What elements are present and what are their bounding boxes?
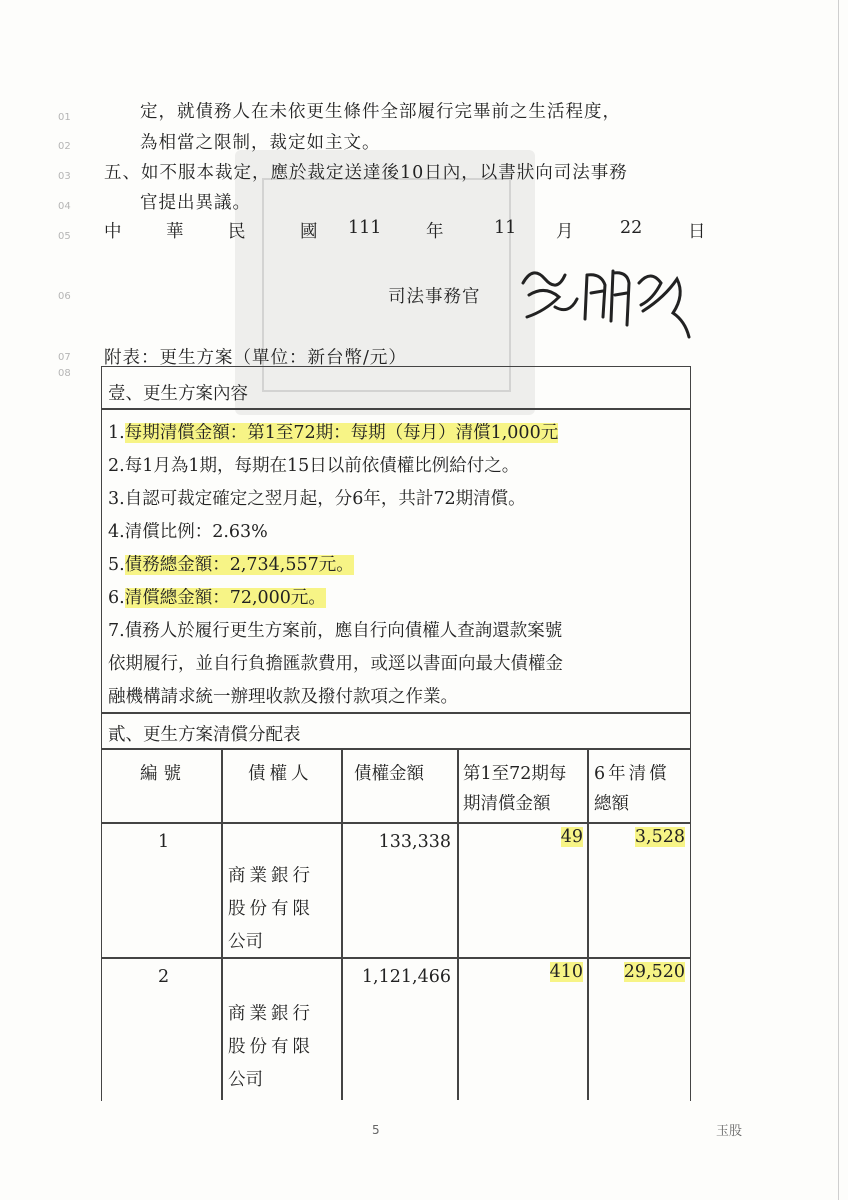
date-year: 111: [348, 218, 382, 238]
header-per-period: 第1至72期每: [463, 764, 567, 784]
claim-amount: 1,121,466: [361, 967, 451, 987]
line-number: 05: [58, 231, 71, 242]
per-period-amount: 410: [549, 962, 583, 982]
plan-item-7-line: 7.債務人於履行更生方案前，應自行向債權人查詢還款案號: [108, 621, 563, 641]
page-number: 5: [372, 1123, 380, 1137]
plan-item-1-number: 1.: [108, 423, 125, 443]
section2-title: 貳、更生方案清償分配表: [108, 725, 301, 745]
footer-mark: 玉股: [716, 1124, 743, 1139]
column-divider: [221, 748, 223, 1100]
paragraph-line: 五、如不服本裁定，應於裁定送達後10日內，以書狀向司法事務: [104, 163, 628, 183]
plan-item-2: 2.每1月為1期，每期在15日以前依債權比例給付之。: [108, 456, 520, 476]
plan-item-5-number: 5.: [108, 555, 125, 575]
total-amount: 3,528: [634, 827, 685, 847]
appendix-title: 附表：更生方案（單位：新台幣/元）: [104, 348, 407, 368]
line-number: 03: [58, 171, 71, 182]
date-char: 華: [166, 222, 184, 242]
line-number: 01: [58, 112, 71, 123]
date-month: 11: [494, 218, 517, 238]
header-number: 編號: [140, 764, 187, 784]
plan-item-6-text: 清償總金額：72,000元。: [124, 588, 326, 608]
creditor-name-line: 股份有限: [228, 899, 314, 919]
per-period-amount: 49: [560, 827, 583, 847]
header-creditor: 債權人: [248, 764, 313, 784]
date-year-label: 年: [426, 222, 444, 242]
line-number: 04: [58, 201, 71, 212]
plan-item-6: [108, 584, 326, 609]
row-divider: [101, 408, 691, 410]
date-char: 國: [300, 222, 318, 242]
plan-item-7-line: 融機構請求統一辦理收款及撥付款項之作業。: [108, 687, 458, 707]
column-divider: [587, 748, 589, 1100]
row-divider: [101, 712, 691, 714]
plan-item-5-text: 債務總金額：2,734,557元。: [124, 555, 354, 575]
row-divider: [101, 822, 691, 824]
plan-item-7-line: 依期履行，並自行負擔匯款費用，或逕以書面向最大債權金: [108, 654, 563, 674]
signer-title: 司法事務官: [388, 287, 481, 307]
line-number: 08: [58, 368, 71, 379]
paragraph-line: 定，就債務人在未依更生條件全部履行完畢前之生活程度，: [140, 102, 621, 122]
line-number: 06: [58, 291, 71, 302]
creditor-name-line: 商業銀行: [228, 866, 314, 886]
row-number: 2: [158, 967, 170, 987]
plan-item-5: [108, 551, 354, 576]
row-divider: [101, 957, 691, 959]
date-char: 中: [104, 222, 122, 242]
column-divider: [457, 748, 459, 1100]
date-day: 22: [620, 218, 643, 238]
total-amount: 29,520: [623, 962, 685, 982]
row-number: 1: [158, 832, 170, 852]
plan-item-3: 3.自認可裁定確定之翌月起，分6年，共計72期清償。: [108, 489, 526, 509]
creditor-name-line: 商業銀行: [228, 1004, 314, 1024]
page-edge: [838, 0, 839, 1200]
creditor-name-line: 股份有限: [228, 1037, 314, 1057]
paragraph-line: 為相當之限制，裁定如主文。: [140, 133, 381, 153]
column-divider: [341, 748, 343, 1100]
creditor-name-line: 公司: [228, 1070, 263, 1090]
date-month-label: 月: [556, 222, 574, 242]
section1-title: 壹、更生方案內容: [108, 384, 248, 404]
plan-item-4: 4.清償比例：2.63%: [108, 522, 268, 542]
plan-item-6-number: 6.: [108, 588, 125, 608]
plan-item-1: [108, 419, 558, 444]
line-number: 07: [58, 352, 71, 363]
handwritten-signature: [515, 255, 695, 345]
date-day-label: 日: [688, 222, 706, 242]
header-total: 總額: [594, 794, 629, 814]
plan-item-1-text: 每期清償金額：第1至72期：每期（每月）清償1,000元: [124, 423, 559, 443]
header-per-period: 期清償金額: [463, 794, 551, 814]
claim-amount: 133,338: [378, 832, 451, 852]
date-char: 民: [228, 222, 246, 242]
paragraph-line: 官提出異議。: [140, 193, 251, 213]
header-claim: 債權金額: [354, 764, 424, 784]
line-number: 02: [58, 141, 71, 152]
header-total: 6年清償: [594, 764, 670, 784]
row-divider: [101, 748, 691, 750]
creditor-name-line: 公司: [228, 932, 263, 952]
